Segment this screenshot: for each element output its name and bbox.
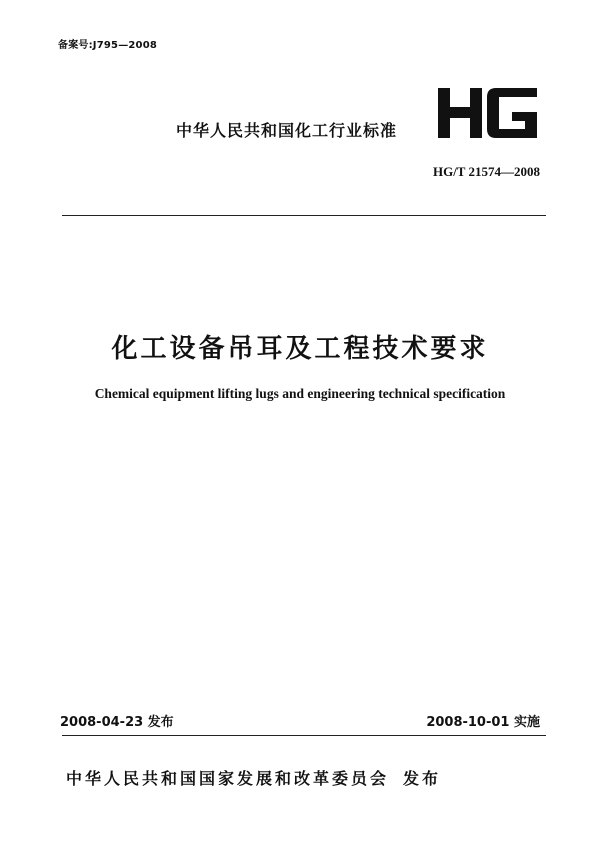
- title-english: Chemical equipment lifting lugs and engineering technical specification: [94, 386, 506, 401]
- publish-date: 2008-04-23 发布: [60, 715, 174, 730]
- title-chinese: 化工设备吊耳及工程技术要求: [111, 334, 489, 364]
- record-number: 备案号:J795—2008: [58, 40, 158, 51]
- issuer: [66, 766, 441, 789]
- implement-date: 2008-10-01 实施: [426, 715, 540, 730]
- bottom-divider: [62, 735, 546, 736]
- standard-number: HG/T 21574—2008: [432, 164, 540, 179]
- top-divider: [62, 215, 546, 216]
- issuer-suffix: 发布: [403, 769, 442, 788]
- standard-category: 中华人民共和国化工行业标准: [176, 121, 398, 140]
- hg-logo: [436, 86, 540, 140]
- issuer-name: 中华人民共和国国家发展和改革委员会: [66, 769, 390, 788]
